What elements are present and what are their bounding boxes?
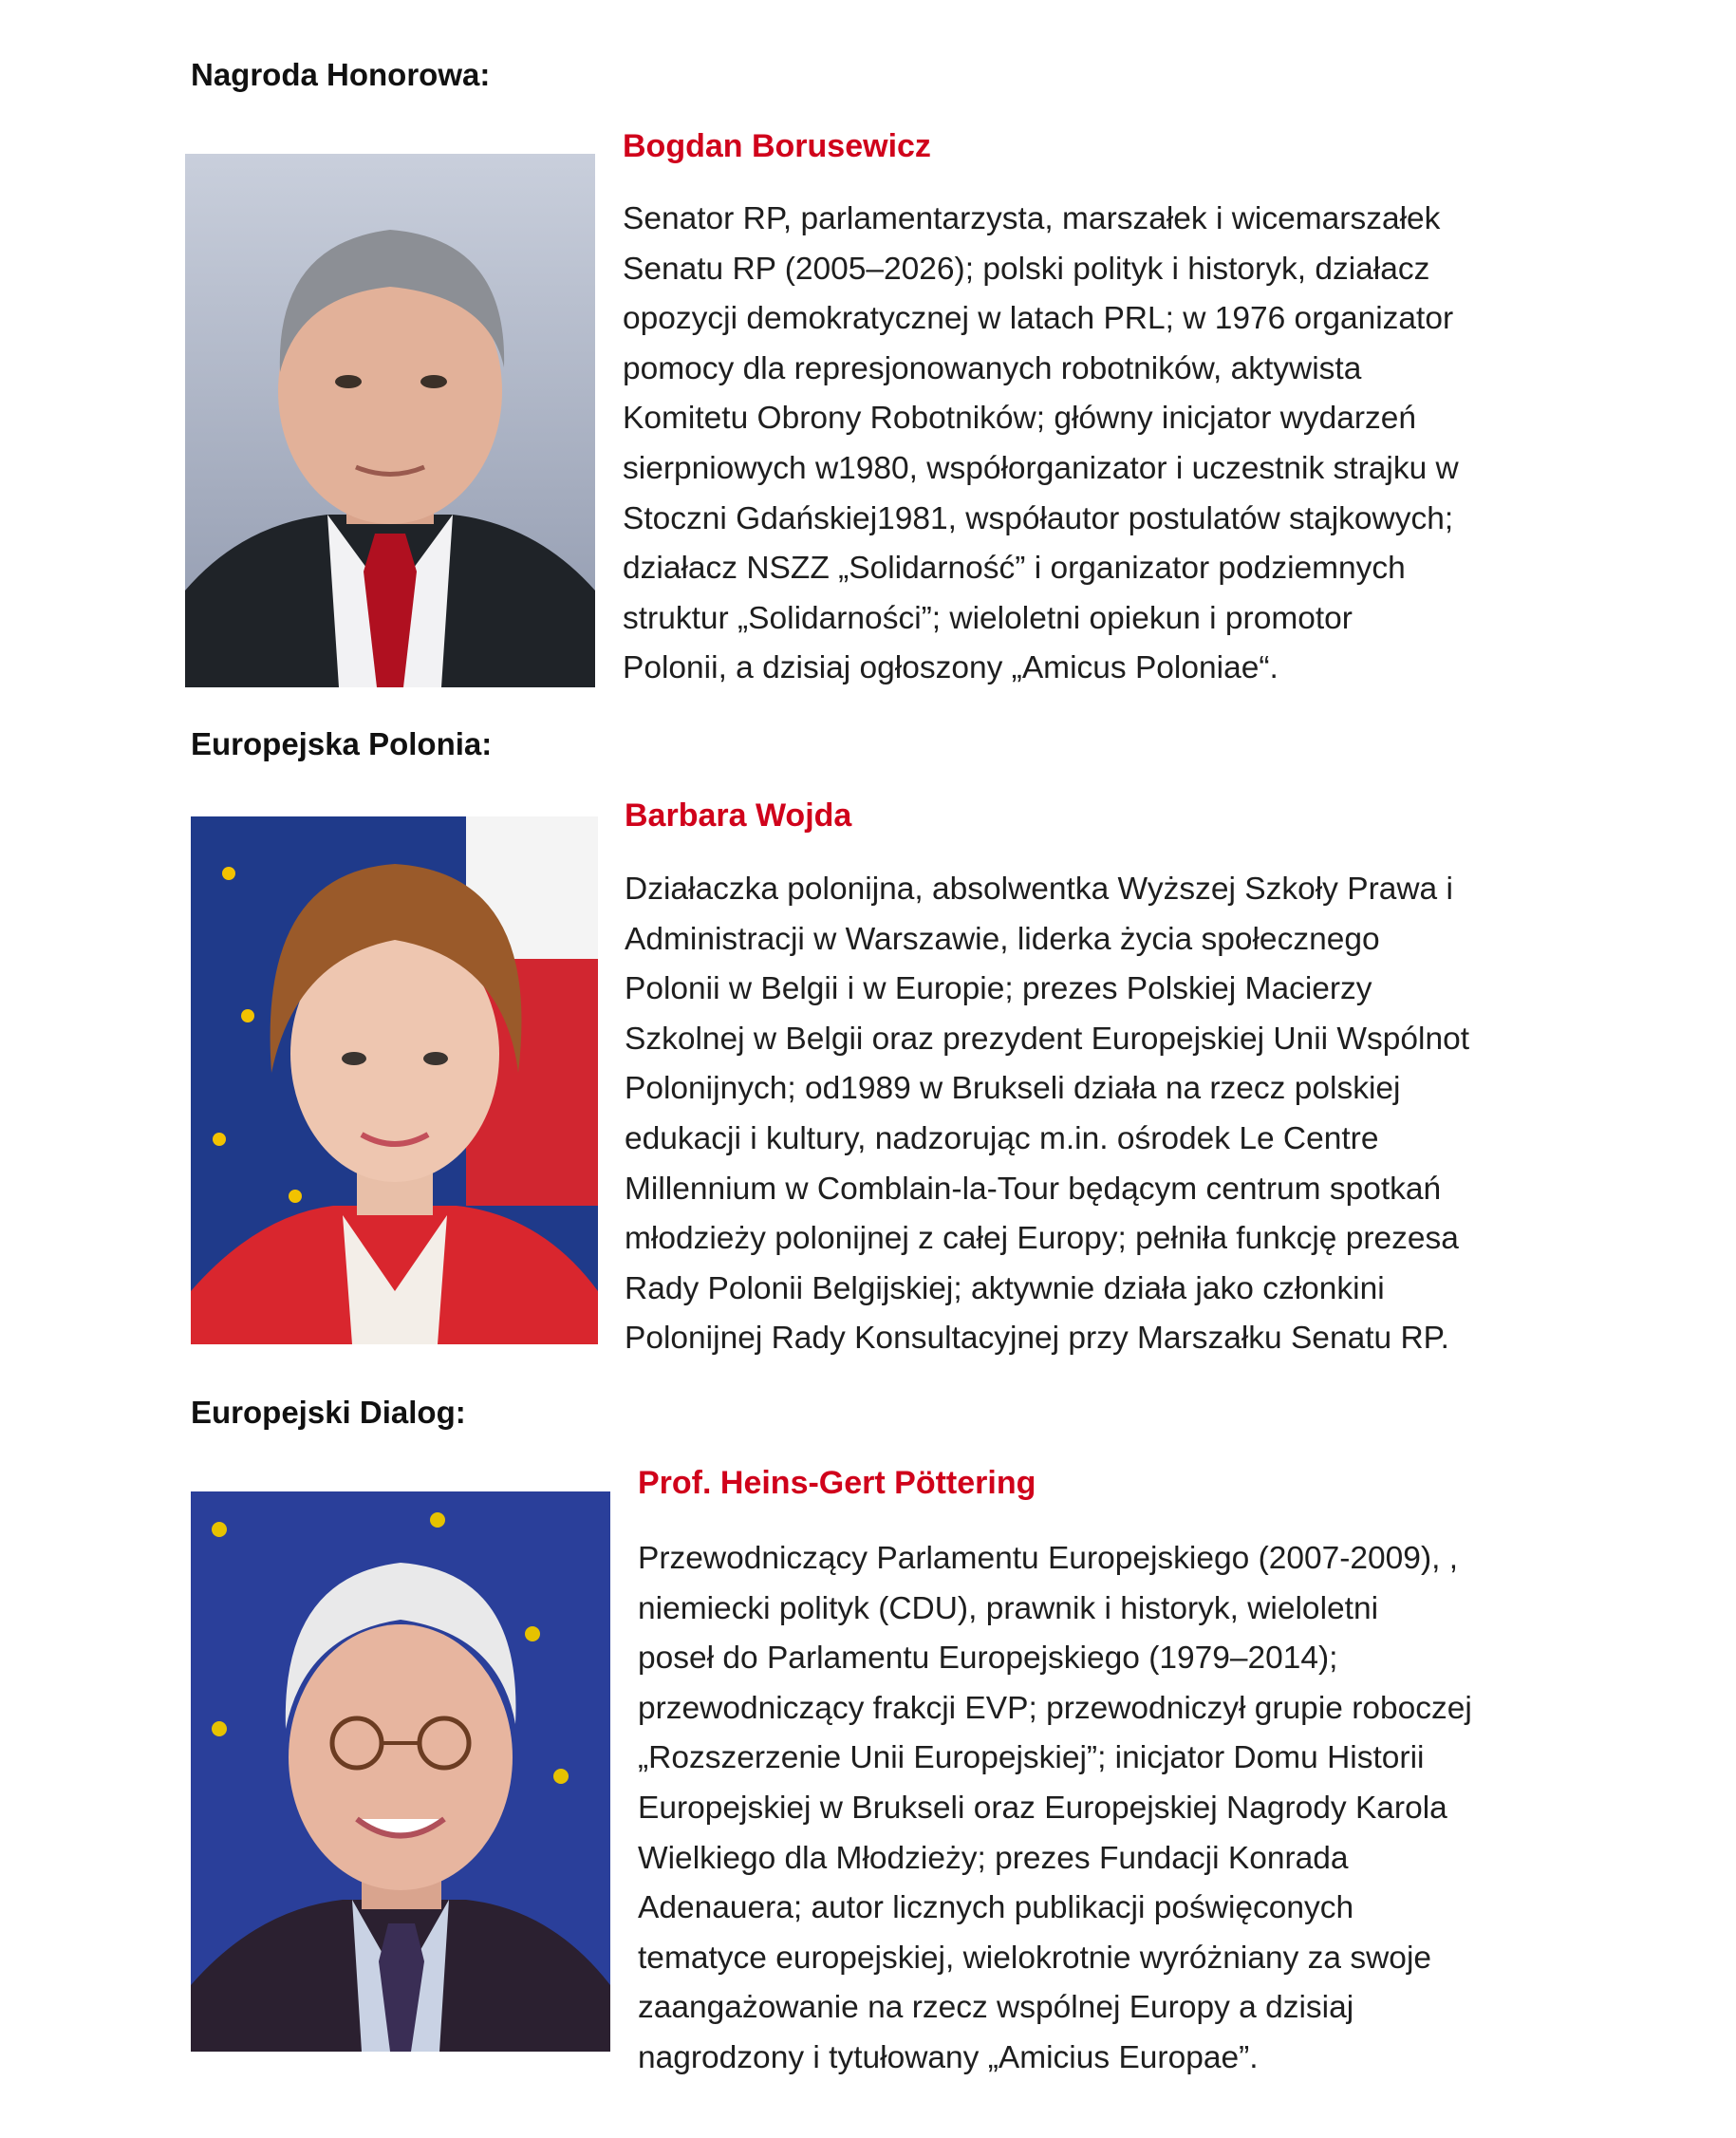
bio-line: Szkolnej w Belgii oraz prezydent Europejskiej Unii Wspólnot bbox=[625, 1021, 1470, 1057]
person-name-wojda: Barbara Wojda bbox=[625, 797, 852, 834]
bio-line: edukacji i kultury, nadzorując m.in. ośrodek Le Centre bbox=[625, 1120, 1379, 1156]
bio-line: Adenauera; autor licznych publikacji poświęconych bbox=[638, 1890, 1354, 1926]
bio-line: Millennium w Comblain-la-Tour będącym centrum spotkań bbox=[625, 1171, 1442, 1207]
bio-line: Komitetu Obrony Robotników; główny inicjator wydarzeń bbox=[623, 401, 1417, 437]
bio-line: Rady Polonii Belgijskiej; aktywnie działa jako członkini bbox=[625, 1270, 1385, 1306]
bio-line: Wielkiego dla Młodzieży; prezes Fundacji Konrada bbox=[638, 1840, 1349, 1876]
portrait-photo-wojda bbox=[191, 816, 598, 1344]
bio-line: młodzieży polonijnej z całej Europy; pełniła funkcję prezesa bbox=[625, 1221, 1459, 1257]
bio-line: niemiecki polityk (CDU), prawnik i historyk, wieloletni bbox=[638, 1590, 1379, 1626]
bio-line: zaangażowanie na rzecz wspólnej Europy a dzisiaj bbox=[638, 1990, 1354, 2026]
bio-line: nagrodzony i tytułowany „Amicius Europae”. bbox=[638, 2039, 1259, 2075]
bio-line: sierpniowych w1980, współorganizator i uczestnik strajku w bbox=[623, 450, 1459, 486]
portrait-photo-poettering bbox=[191, 1491, 610, 2052]
bio-line: działacz NSZZ „Solidarność” i organizator podziemnych bbox=[623, 551, 1406, 587]
bio-text-wojda bbox=[625, 865, 1564, 1364]
bio-line: Senatu RP (2005–2026); polski polityk i historyk, działacz bbox=[623, 251, 1430, 287]
person-name-poettering: Prof. Heins-Gert Pöttering bbox=[638, 1465, 1036, 1501]
section-heading-polonia: Europejska Polonia: bbox=[191, 726, 493, 761]
bio-text-borusewicz bbox=[623, 195, 1562, 694]
section-heading-dialog: Europejski Dialog: bbox=[191, 1395, 466, 1430]
bio-line: Stoczni Gdańskiej1981, współautor postulatów stajkowych; bbox=[623, 500, 1454, 536]
portrait-photo-borusewicz bbox=[185, 154, 595, 687]
person-name-borusewicz: Bogdan Borusewicz bbox=[623, 128, 931, 164]
bio-line: Polonijnej Rady Konsultacyjnej przy Marszałku Senatu RP. bbox=[625, 1321, 1449, 1357]
section-heading-honorowa: Nagroda Honorowa: bbox=[191, 57, 491, 92]
bio-line: Polonijnych; od1989 w Brukseli działa na rzecz polskiej bbox=[625, 1071, 1401, 1107]
bio-line: „Rozszerzenie Unii Europejskiej”; inicjator Domu Historii bbox=[638, 1740, 1425, 1776]
bio-text-poettering bbox=[638, 1534, 1577, 2084]
bio-line: Administracji w Warszawie, liderka życia społecznego bbox=[625, 921, 1380, 957]
bio-line: Przewodniczący Parlamentu Europejskiego (2007-2009), , bbox=[638, 1541, 1459, 1576]
bio-line: pomocy dla represjonowanych robotników, aktywista bbox=[623, 350, 1362, 386]
bio-line: opozycji demokratycznej w latach PRL; w 1976 organizator bbox=[623, 301, 1454, 337]
bio-line: Polonii, a dzisiaj ogłoszony „Amicus Poloniae“. bbox=[623, 650, 1279, 686]
bio-line: przewodniczący frakcji EVP; przewodniczył grupie roboczej bbox=[638, 1690, 1472, 1726]
bio-line: tematyce europejskiej, wielokrotnie wyróżniany za swoje bbox=[638, 1940, 1432, 1976]
bio-line: Polonii w Belgii i w Europie; prezes Polskiej Macierzy bbox=[625, 971, 1372, 1007]
bio-line: Europejskiej w Brukseli oraz Europejskiej Nagrody Karola bbox=[638, 1790, 1447, 1826]
bio-line: Senator RP, parlamentarzysta, marszałek i wicemarszałek bbox=[623, 201, 1441, 236]
bio-line: poseł do Parlamentu Europejskiego (1979–2014); bbox=[638, 1641, 1338, 1677]
bio-line: Działaczka polonijna, absolwentka Wyższej Szkoły Prawa i bbox=[625, 872, 1453, 907]
bio-line: struktur „Solidarności”; wieloletni opiekun i promotor bbox=[623, 600, 1353, 636]
